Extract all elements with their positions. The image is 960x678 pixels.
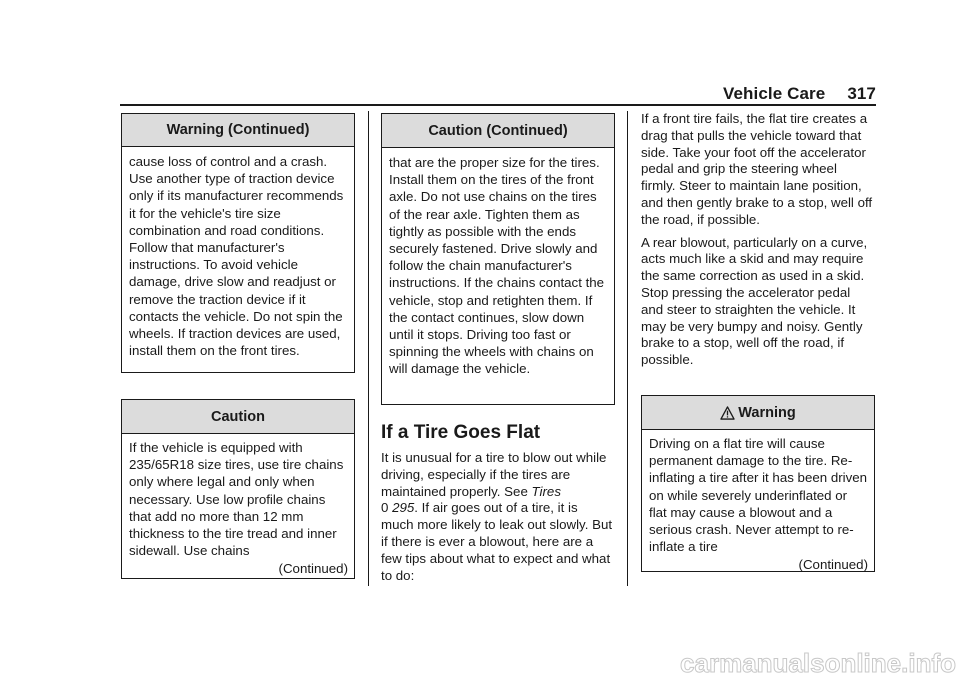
caution-continued-label: (Continued) (278, 561, 348, 577)
tires-page-link[interactable]: 295 (392, 500, 415, 516)
warning-continued-box (121, 113, 355, 373)
flat-tire-text-start: It is unusual for a tire to blow out while driving, especially if the tires are maintained properly. See (381, 450, 607, 499)
column-divider-right (627, 111, 628, 586)
warning-title-bar (642, 396, 874, 430)
caution-continued-title: Caution (Continued) (382, 114, 614, 148)
tires-link[interactable]: Tires (531, 483, 561, 499)
page-ref-symbol: 0 (381, 500, 389, 516)
warning-box (641, 395, 875, 572)
warning-continued-label: (Continued) (798, 557, 868, 573)
section-heading: If a Tire Goes Flat (381, 422, 541, 443)
header-rule (120, 104, 876, 106)
caution-continued-box (381, 113, 615, 405)
warning-body (642, 430, 874, 574)
flat-tire-text-end: . If air goes out of a tire, it is much more likely to leak out slowly. But if there is ever a blowout, here are a few tips about what to expect and what to do: (381, 500, 613, 583)
warning-continued-body (122, 147, 354, 359)
section-title: Vehicle Care (723, 84, 826, 103)
flat-tire-paragraph (381, 450, 613, 584)
watermark (0, 648, 960, 678)
warning-text: Driving on a flat tire will cause permanent damage to the tire. Re-inflating a tire after it has been driven on while severely underinflated or flat may cause a blowout and a serious crash. Never attempt to re-inflate a tire (649, 436, 868, 555)
caution-continued-body (382, 148, 614, 378)
right-column-text (641, 111, 875, 369)
warning-triangle-icon (720, 406, 735, 420)
warning-continued-text: cause loss of control and a crash. Use another type of traction device only if its manufacturer recommends it for the vehicle's tire size combination and road conditions. Follow that manufacturer's instructions. To avoid vehicle damage, drive slow and readjust or remove the traction device if it contacts the vehicle. Do not spin the wheels. If traction devices are used, install them on the front tires. (129, 154, 344, 359)
page-number: 317 (847, 84, 876, 103)
front-tire-paragraph: If a front tire fails, the flat tire creates a drag that pulls the vehicle toward that side. Take your foot off the accelerator pedal and grip the steering wheel firmly. Steer to maintain lane position, and then gently brake to a stop, well off the road, if possible. (641, 111, 873, 227)
caution-box (121, 399, 355, 579)
caution-body (122, 434, 354, 578)
warning-continued-title: Warning (Continued) (122, 114, 354, 147)
page-header (120, 84, 876, 104)
warning-title: Warning (738, 404, 796, 421)
watermark-text: carmanualsonline.info (680, 648, 956, 678)
caution-title: Caution (122, 400, 354, 434)
rear-blowout-paragraph: A rear blowout, particularly on a curve, acts much like a skid and may require the same correction as used in a skid. Stop pressing the accelerator pedal and steer to straighten the vehicle. It may be very bumpy and noisy. Gently brake to a stop, well off the road, if possible. (641, 234, 868, 368)
caution-continued-text: that are the proper size for the tires. Install them on the tires of the front axle. Do not use chains on the tires of the rear axle. Tighten them as tightly as possible with the ends securely fastened. Drive slowly and follow the chain manufacturer's instructions. If the chains contact the vehicle, stop and retighten them. If the contact continues, slow down until it stops. Driving too fast or spinning the wheels with chains on will damage the vehicle. (389, 155, 605, 377)
caution-text: If the vehicle is equipped with 235/65R18 size tires, use tire chains only where legal and only when necessary. Use low profile chains that add no more than 12 mm thickness to the tire tread and inner sidewall. Use chains (129, 440, 344, 559)
column-divider-left (368, 111, 369, 586)
